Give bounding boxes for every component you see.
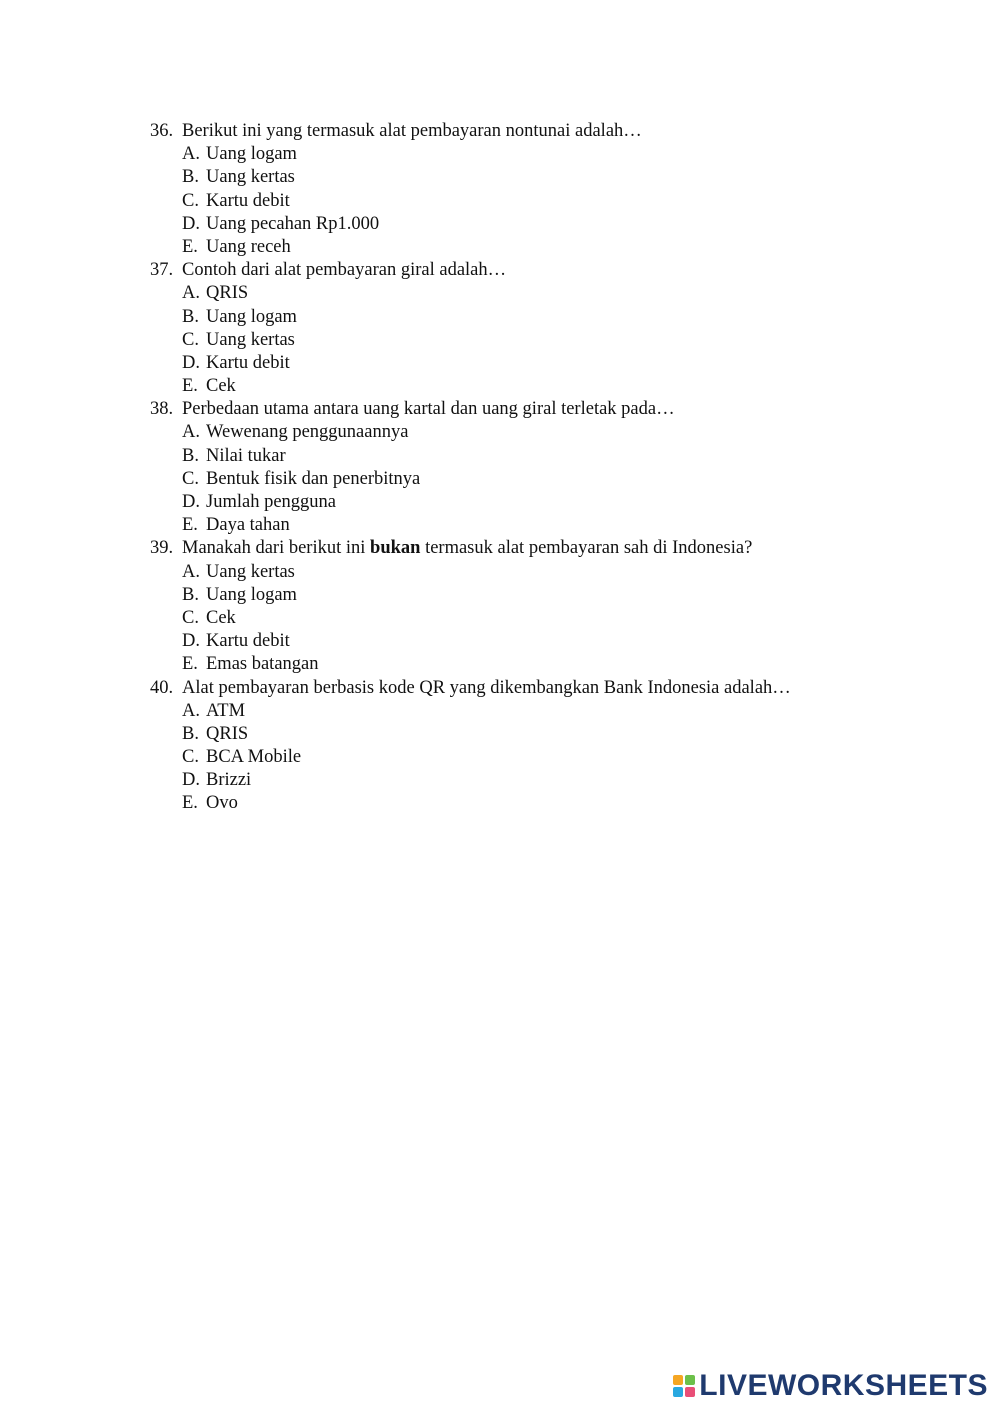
question-number: 38. xyxy=(150,399,174,420)
question-prompt-start: Manakah dari berikut ini xyxy=(182,538,371,559)
answer-option-a[interactable]: A. ATM xyxy=(182,700,246,721)
question-prompt: Contoh dari alat pembayaran giral adalah… xyxy=(182,260,507,281)
question-38 xyxy=(150,398,930,537)
answer-option-e[interactable]: E. Ovo xyxy=(182,793,238,814)
question-prompt-end: termasuk alat pembayaran sah di Indonesia? xyxy=(420,538,753,559)
answer-option-b[interactable]: B. Uang logam xyxy=(182,306,297,327)
question-40 xyxy=(150,677,930,816)
answer-option-b[interactable]: B. Uang logam xyxy=(182,584,297,605)
question-text xyxy=(150,398,930,421)
answer-option-c[interactable]: C. Bentuk fisik dan penerbitnya xyxy=(182,468,421,489)
answer-option-e[interactable]: E. Daya tahan xyxy=(182,515,290,536)
question-text xyxy=(150,537,930,560)
question-emphasis: bukan xyxy=(370,538,421,559)
question-number: 36. xyxy=(150,121,174,141)
question-number: 40. xyxy=(150,677,174,698)
answer-option-d[interactable]: D. Brizzi xyxy=(182,770,252,791)
question-37 xyxy=(150,259,930,398)
answer-option-c[interactable]: C. BCA Mobile xyxy=(182,747,302,768)
answer-option-a[interactable]: A. Uang logam xyxy=(182,144,297,165)
answer-option-d[interactable]: D. Kartu debit xyxy=(182,352,290,373)
logo-square xyxy=(685,1375,695,1385)
answer-option-e[interactable]: E. Cek xyxy=(182,376,236,397)
answer-option-a[interactable]: A. QRIS xyxy=(182,283,249,304)
question-text xyxy=(150,259,930,282)
answer-option-a[interactable]: A. Uang kertas xyxy=(182,561,295,582)
question-prompt: Alat pembayaran berbasis kode QR yang dikembangkan Bank Indonesia adalah… xyxy=(182,677,791,698)
answer-option-c[interactable]: C. Uang kertas xyxy=(182,329,295,350)
answer-option-a[interactable]: A. Wewenang penggunaannya xyxy=(182,422,409,443)
question-number: 37. xyxy=(150,260,174,281)
answer-option-b[interactable]: B. Nilai tukar xyxy=(182,445,286,466)
answer-option-b[interactable]: B. Uang kertas xyxy=(182,167,295,188)
logo-squares-icon xyxy=(673,1375,695,1397)
answer-option-b[interactable]: B. QRIS xyxy=(182,723,249,744)
question-text xyxy=(150,120,930,143)
logo-square xyxy=(673,1375,683,1385)
answer-option-e[interactable]: E. Uang receh xyxy=(182,236,291,257)
question-prompt: Perbedaan utama antara uang kartal dan uang giral terletak pada… xyxy=(182,399,675,420)
answer-option-d[interactable]: D. Kartu debit xyxy=(182,631,290,652)
answer-option-c[interactable]: C. Cek xyxy=(182,607,236,628)
answer-option-d[interactable]: D. Jumlah pengguna xyxy=(182,492,336,512)
question-prompt: Berikut ini yang termasuk alat pembayaran nontunai adalah… xyxy=(182,121,642,141)
question-number: 39. xyxy=(150,538,174,559)
worksheet xyxy=(150,120,930,816)
question-39 xyxy=(150,537,930,676)
question-text xyxy=(150,677,930,700)
answer-option-e[interactable]: E. Emas batangan xyxy=(182,654,319,675)
answer-option-d[interactable]: D. Uang pecahan Rp1.000 xyxy=(182,213,380,234)
logo-square xyxy=(673,1387,683,1397)
answer-option-c[interactable]: C. Kartu debit xyxy=(182,190,290,211)
logo-text: LIVEWORKSHEETS xyxy=(699,1369,988,1402)
liveworksheets-logo[interactable] xyxy=(673,1366,988,1406)
question-36 xyxy=(150,120,930,259)
logo-square xyxy=(685,1387,695,1397)
